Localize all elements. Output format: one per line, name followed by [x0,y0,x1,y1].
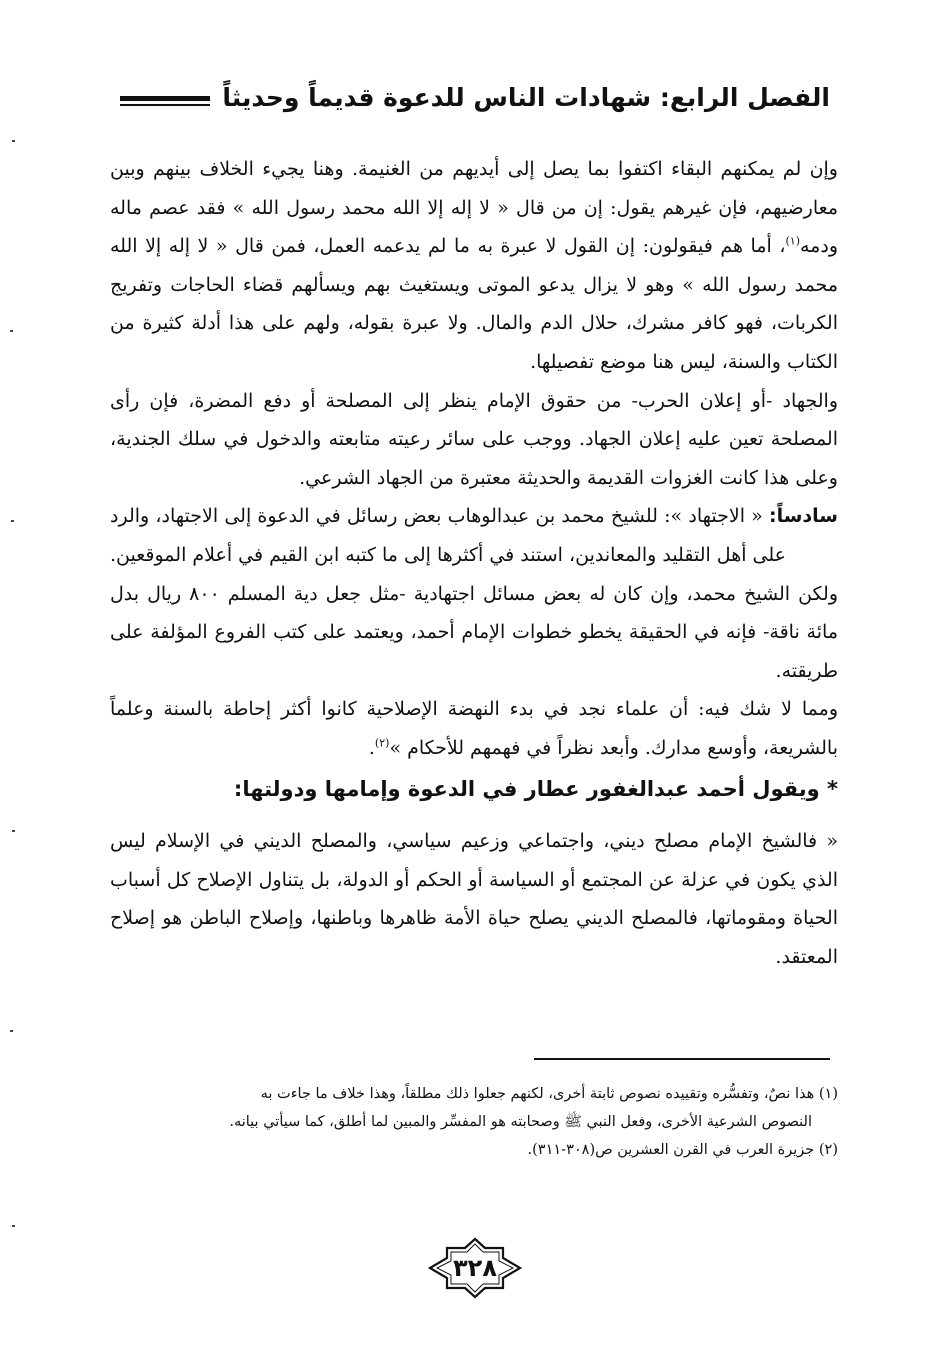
page-number-ornament [425,1236,525,1300]
footnote-ref-1[interactable]: (١) [785,234,800,248]
page-number: ٣٢٨ [453,1254,497,1282]
quote-paragraph: « فالشيخ الإمام مصلح ديني، واجتماعي وزعيم سياسي، والمصلح الديني في الإسلام ليس الذي يكون في عزلة عن المجتمع أو السياسة أو الحكم أو الدولة، بل يتناول الإصلاح كل أسباب الحياة ومقوماتها، فالمصلح الديني يصلح حياة الأمة ظاهرها وباطنها، وإصلاح الباطن هو إصلاح المعتقد. [110,830,838,968]
paragraph [110,150,838,382]
footnote-divider [534,1058,830,1060]
footnote-1-continuation: النصوص الشرعية الأخرى، وفعل النبي ﷺ وصحابته هو المفسِّر والمبين لما أطلق، كما سيأتي بيانه. [229,1114,812,1130]
paragraph [110,690,838,767]
footnotes [110,1080,838,1164]
paragraph-text: « الاجتهاد »: للشيخ محمد بن عبدالوهاب بعض رسائل في الدعوة إلى الاجتهاد، والرد على أهل التقليد والمعاندين، استند في أكثرها إلى ما كتبه ابن القيم في أعلام الموقعين. [110,505,786,566]
scan-speck [12,830,15,832]
scan-speck [11,520,14,522]
footnote-ref-2[interactable]: (٢) [374,736,390,750]
header-rule [120,96,210,106]
paragraph-sixth [110,497,838,574]
scan-speck [12,1225,15,1227]
scan-speck [10,330,13,332]
paragraph-text: . [368,736,375,759]
paragraph-text: ومما لا شك فيه: أن علماء نجد في بدء النهضة الإصلاحية كانوا أكثر إحاطة بالسنة وعلماً بالشريعة، وأوسع مدارك. وأبعد نظراً في فهمهم للأحكام » [110,698,838,759]
paragraph-text: وإن لم يمكنهم البقاء اكتفوا بما يصل إلى أيديهم من الغنيمة. وهنا يجيء الخلاف بينهم وبين معارضيهم، فإن غيرهم يقول: إن من قال « لا إله إلا الله محمد رسول الله » فقد عصم ماله ودمه [110,158,838,258]
quote-heading: * ويقول أحمد عبدالغفور عطار في الدعوة وإمامها ودولتها: [233,776,838,801]
footnote-2: (٢) جزيرة العرب في القرن العشرين ص(٣٠٨-٣١١). [527,1142,838,1158]
paragraph: والجهاد -أو إعلان الحرب- من حقوق الإمام ينظر إلى المصلحة أو دفع المضرة، فإن رأى المصلحة تعين عليه إعلان الجهاد. ووجب على سائر رعيته متابعته والدخول في سلك الجندية، وعلى هذا كانت الغزوات القديمة والحديثة معتبرة من الجهاد الشرعي. [110,389,838,489]
paragraph-text: ، أما هم فيقولون: إن القول لا عبرة به ما لم يدعمه العمل، فمن قال « لا إله إلا الله محمد رسول الله » وهو لا يزال يدعو الموتى ويستغيث بهم ويسألهم قضاء الحاجات وتفريج الكربات، فهو كافر مشرك، حلال الدم والمال. ولا عبرة بقوله، ولهم على هذا أدلة كثيرة من الكتاب والسنة، ليس هنا موضع تفصيلها. [110,235,838,373]
chapter-title: الفصل الرابع: شهادات الناس للدعوة قديماً وحديثاً [222,82,830,112]
footnote-1: (١) هذا نصٌ، وتفسُّره وتقييده نصوص ثابتة أخرى، لكنهم جعلوا ذلك مطلقاً، وهذا خلاف ما جاءت به [260,1086,838,1102]
scan-speck [12,140,15,142]
scan-speck [10,1030,13,1032]
section-label: سادساً: [769,505,838,528]
main-text [110,150,838,976]
running-header [120,72,830,122]
paragraph: ولكن الشيخ محمد، وإن كان له بعض مسائل اجتهادية -مثل جعل دية المسلم ٨٠٠ ريال بدل مائة ناقة- فإنه في الحقيقة يخطو خطوات الإمام أحمد، ويعتمد على كتب الفروع المؤلفة على طريقته. [110,582,839,682]
